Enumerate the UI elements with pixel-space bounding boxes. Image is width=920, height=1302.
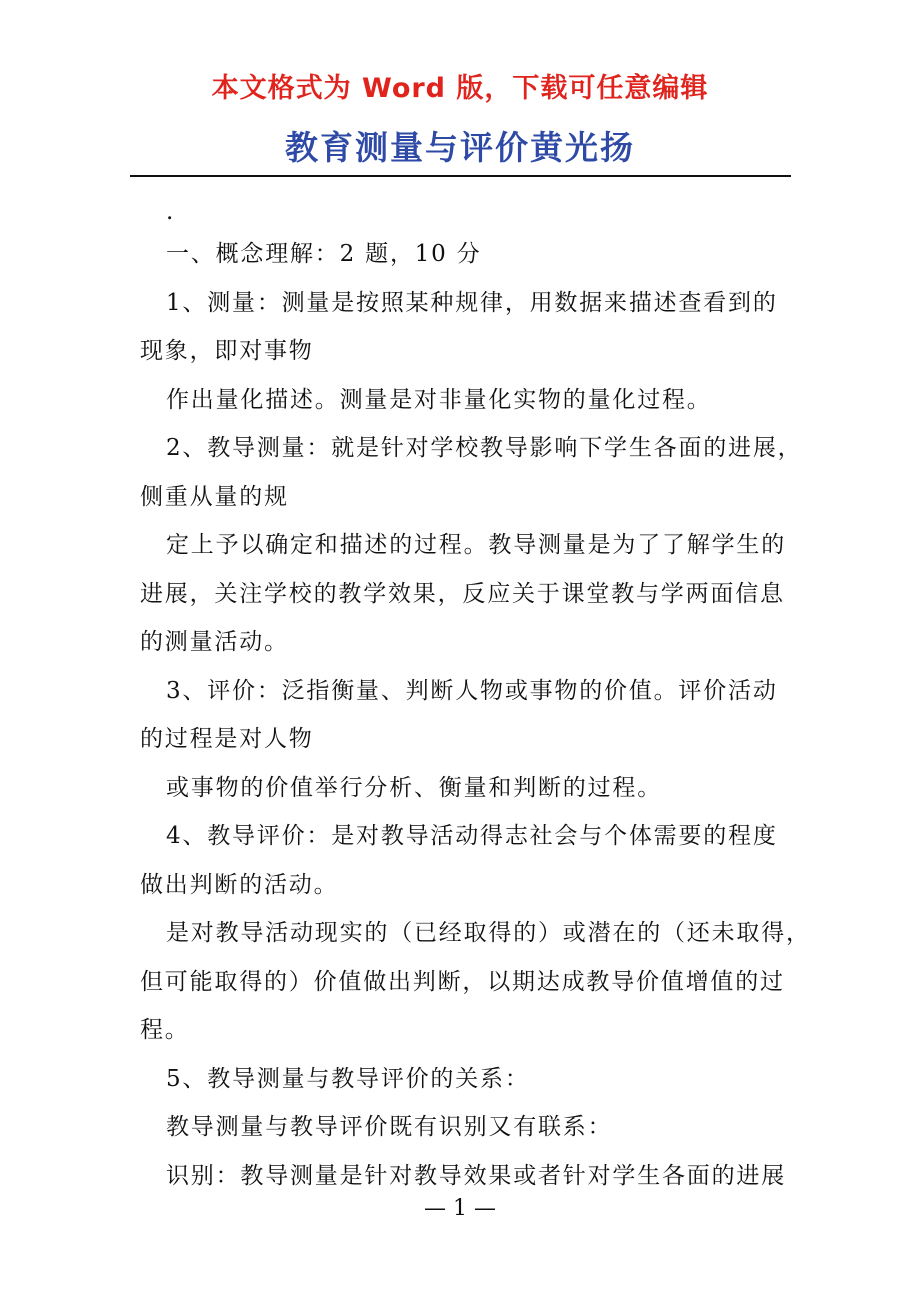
body-line: 定上予以确定和描述的过程。教导测量是为了了解学生的 bbox=[166, 532, 786, 558]
body-line: . bbox=[166, 199, 176, 225]
body-line: 作出量化描述。测量是对非量化实物的量化过程。 bbox=[166, 386, 712, 413]
body-line: 现象，即对事物 bbox=[140, 338, 314, 364]
body-line: 的测量活动。 bbox=[140, 629, 289, 655]
body-line: 一、概念理解：2 题，10 分 bbox=[166, 241, 482, 267]
body-line: 或事物的价值举行分析、衡量和判断的过程。 bbox=[166, 774, 662, 801]
body-line: 侧重从量的规 bbox=[140, 483, 289, 510]
body-line: 是对教导活动现实的（已经取得的）或潜在的（还未取得， bbox=[166, 920, 811, 946]
body-line: 3、评价：泛指衡量、判断人物或事物的价值。评价活动 bbox=[166, 677, 778, 704]
title-rule bbox=[130, 175, 791, 177]
body-line: 识别：教导测量是针对教导效果或者针对学生各面的进展 bbox=[166, 1162, 786, 1189]
body-line: 做出判断的活动。 bbox=[140, 871, 339, 898]
body-line: 进展，关注学校的教学效果，反应关于课堂教与学两面信息 bbox=[140, 580, 785, 607]
document-title: 教育测量与评价黄光扬 bbox=[285, 128, 635, 167]
body-line: 教导测量与教导评价既有识别又有联系： bbox=[166, 1114, 613, 1140]
body-line: 2、教导测量：就是针对学校教导影响下学生各面的进展， bbox=[166, 435, 803, 461]
body-line: 但可能取得的）价值做出判断，以期达成教导价值增值的过 bbox=[140, 968, 785, 995]
body-line: 4、教导评价：是对教导活动得志社会与个体需要的程度 bbox=[166, 823, 778, 849]
body-line: 程。 bbox=[140, 1017, 190, 1043]
page-number: — 1 — bbox=[424, 1196, 496, 1221]
body-line: 5、教导测量与教导评价的关系： bbox=[166, 1065, 530, 1092]
body-line: 1、测量：测量是按照某种规律，用数据来描述查看到的 bbox=[166, 289, 778, 316]
document-body bbox=[140, 194, 811, 1200]
body-line: 的过程是对人物 bbox=[140, 726, 314, 752]
top-banner: 本文格式为 Word 版，下载可任意编辑 bbox=[211, 73, 709, 104]
